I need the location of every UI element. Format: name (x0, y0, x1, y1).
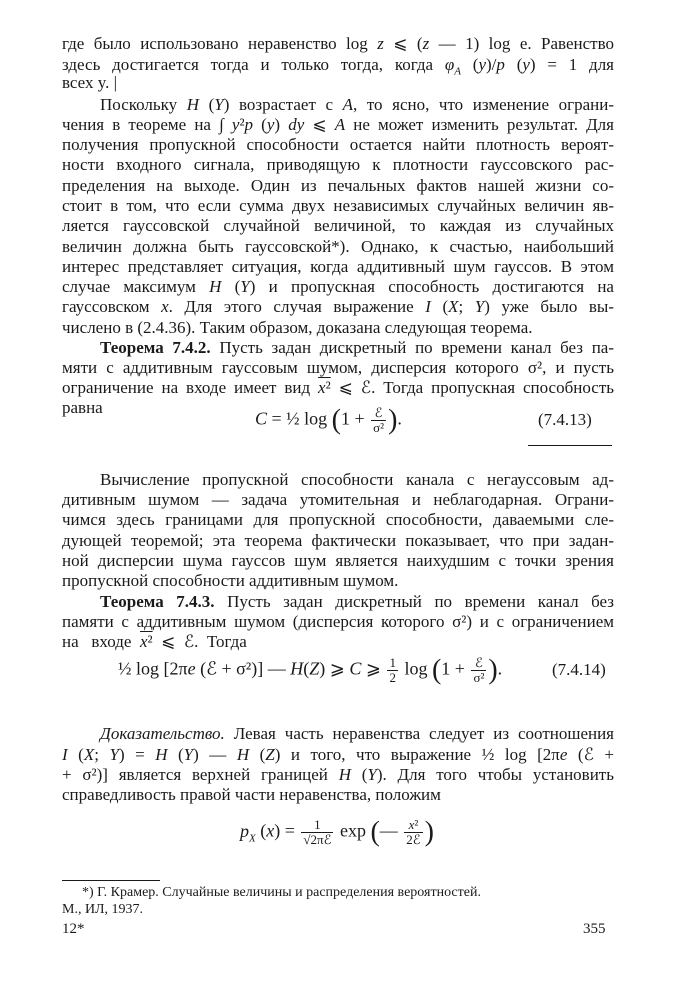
equation-number: (7.4.14) (552, 660, 606, 679)
text-line: случае максимум H (Y) и пропускная способность достигаются на (62, 277, 614, 296)
equation-number: (7.4.13) (538, 410, 592, 429)
text-line: здесь достигается тогда и только тогда, когда $\varphi_A$ (y)/p (y) = 1 для (62, 55, 614, 78)
text-line: мяти с аддитивным гауссовым шумом, дисперсия которого σ², и пусть (62, 358, 614, 377)
equation-7-4-14: ½ log [2πe (ℰ + σ²)] — H(Z) ⩾ C ⩾ $\frac{1}{2}$ log (1 + $\frac{\text{ℰ}}{\text{σ²}}$ ). (118, 654, 503, 686)
theorem-first-line: Теорема 7.4.2. Пусть задан дискретный по времени канал без па- (100, 338, 615, 357)
text-line: + σ²)] является верхней границей H (Y). Для того чтобы установить (62, 765, 614, 784)
text-line: ограничение на входе имеет вид x² ⩽ ℰ. Тогда пропускная способность (62, 378, 614, 397)
text-line: числено в (2.4.36). Таким образом, доказана следующая теорема. (62, 318, 533, 337)
text-line: справедливость правой части неравенства, положим (62, 785, 441, 804)
text-line: стоит в том, что если сумма двух независимых случайных величин яв- (62, 196, 614, 215)
text-line: интерес представляет ситуация, когда аддитивный шум гауссов. В этом (62, 257, 614, 276)
theorem-title: Теорема 7.4.3. (100, 592, 215, 611)
text-line: памяти с аддитивным шумом (дисперсия которого σ²) и с ограничением (62, 612, 614, 631)
page-number: 355 (583, 921, 606, 937)
text-line: пропускной способности аддитивным шумом. (62, 571, 399, 590)
proof-first-line: Доказательство. Левая часть неравенства следует из соотношения (100, 724, 614, 743)
text-line: пределения на выходе. Один из печальных фактов нашей жизни со- (62, 176, 614, 195)
text-line: ности входного сигнала, приводящую к плотности гауссовского рас- (62, 155, 614, 174)
text-line: где было использовано неравенство log z ⩽ (z — 1) log e. Равенство (62, 34, 614, 53)
text-line: гауссовском x. Для этого случая выражение I (X; Y) уже было вы- (62, 297, 615, 316)
text-line: на входе x² ⩽ ℰ. Тогда (62, 632, 247, 651)
text-line: чимся здесь границами для пропускной способности, даваемыми сле- (62, 510, 614, 529)
text-line: ной дисперсии шума гауссов шум является наихудшим с точки зрения (62, 551, 614, 570)
text-line: ляется гауссовской случайной величиной, то каждая из случайных (62, 216, 614, 235)
equation-density: $p_X$ (x) = $\frac{1}{\text{√2πℰ}}$ exp (— $\frac{\text{x²}}{\text{2ℰ}}$ ) (240, 816, 434, 848)
equation-7-4-13: C = ½ log (1 + $\frac{\text{ℰ}}{\text{σ²}}$ ). (255, 404, 402, 436)
theorem-title: Теорема 7.4.2. (100, 338, 211, 357)
text-line: всех y. | (62, 73, 118, 92)
proof-title: Доказательство. (100, 724, 225, 743)
printer-signature: 12* (62, 921, 85, 937)
text-line: Поскольку H (Y) возрастает с A, то ясно, что изменение ограни- (100, 95, 614, 114)
text-line: величин должна быть гауссовской*). Однако, к счастью, наибольший (62, 237, 614, 256)
text-line: равна (62, 398, 103, 417)
text-line: чения в теореме на ∫ y²p (y) dy ⩽ A не может изменить результат. Для (62, 115, 614, 134)
end-of-theorem-rule (528, 445, 612, 446)
text-line: дитивным шумом — задача утомительная и неблагодарная. Ограни- (62, 490, 614, 509)
text-line: получения пропускной способности остается найти плотность вероят- (62, 135, 614, 154)
text-line: Вычисление пропускной способности канала с негауссовым ад- (100, 470, 614, 489)
footnote-line: *) Г. Крамер. Случайные величины и распределения вероятностей. (82, 885, 481, 900)
footnote-rule (62, 880, 160, 881)
footnote-line: М., ИЛ, 1937. (62, 902, 144, 917)
text-line: I (X; Y) = H (Y) — H (Z) и того, что выражение ½ log [2πe (ℰ + (62, 745, 614, 764)
text-line: дующей теоремой; эта теорема фактически показывает, что при задан- (62, 531, 614, 550)
theorem-first-line: Теорема 7.4.3. Пусть задан дискретный по времени канал без (100, 592, 614, 611)
